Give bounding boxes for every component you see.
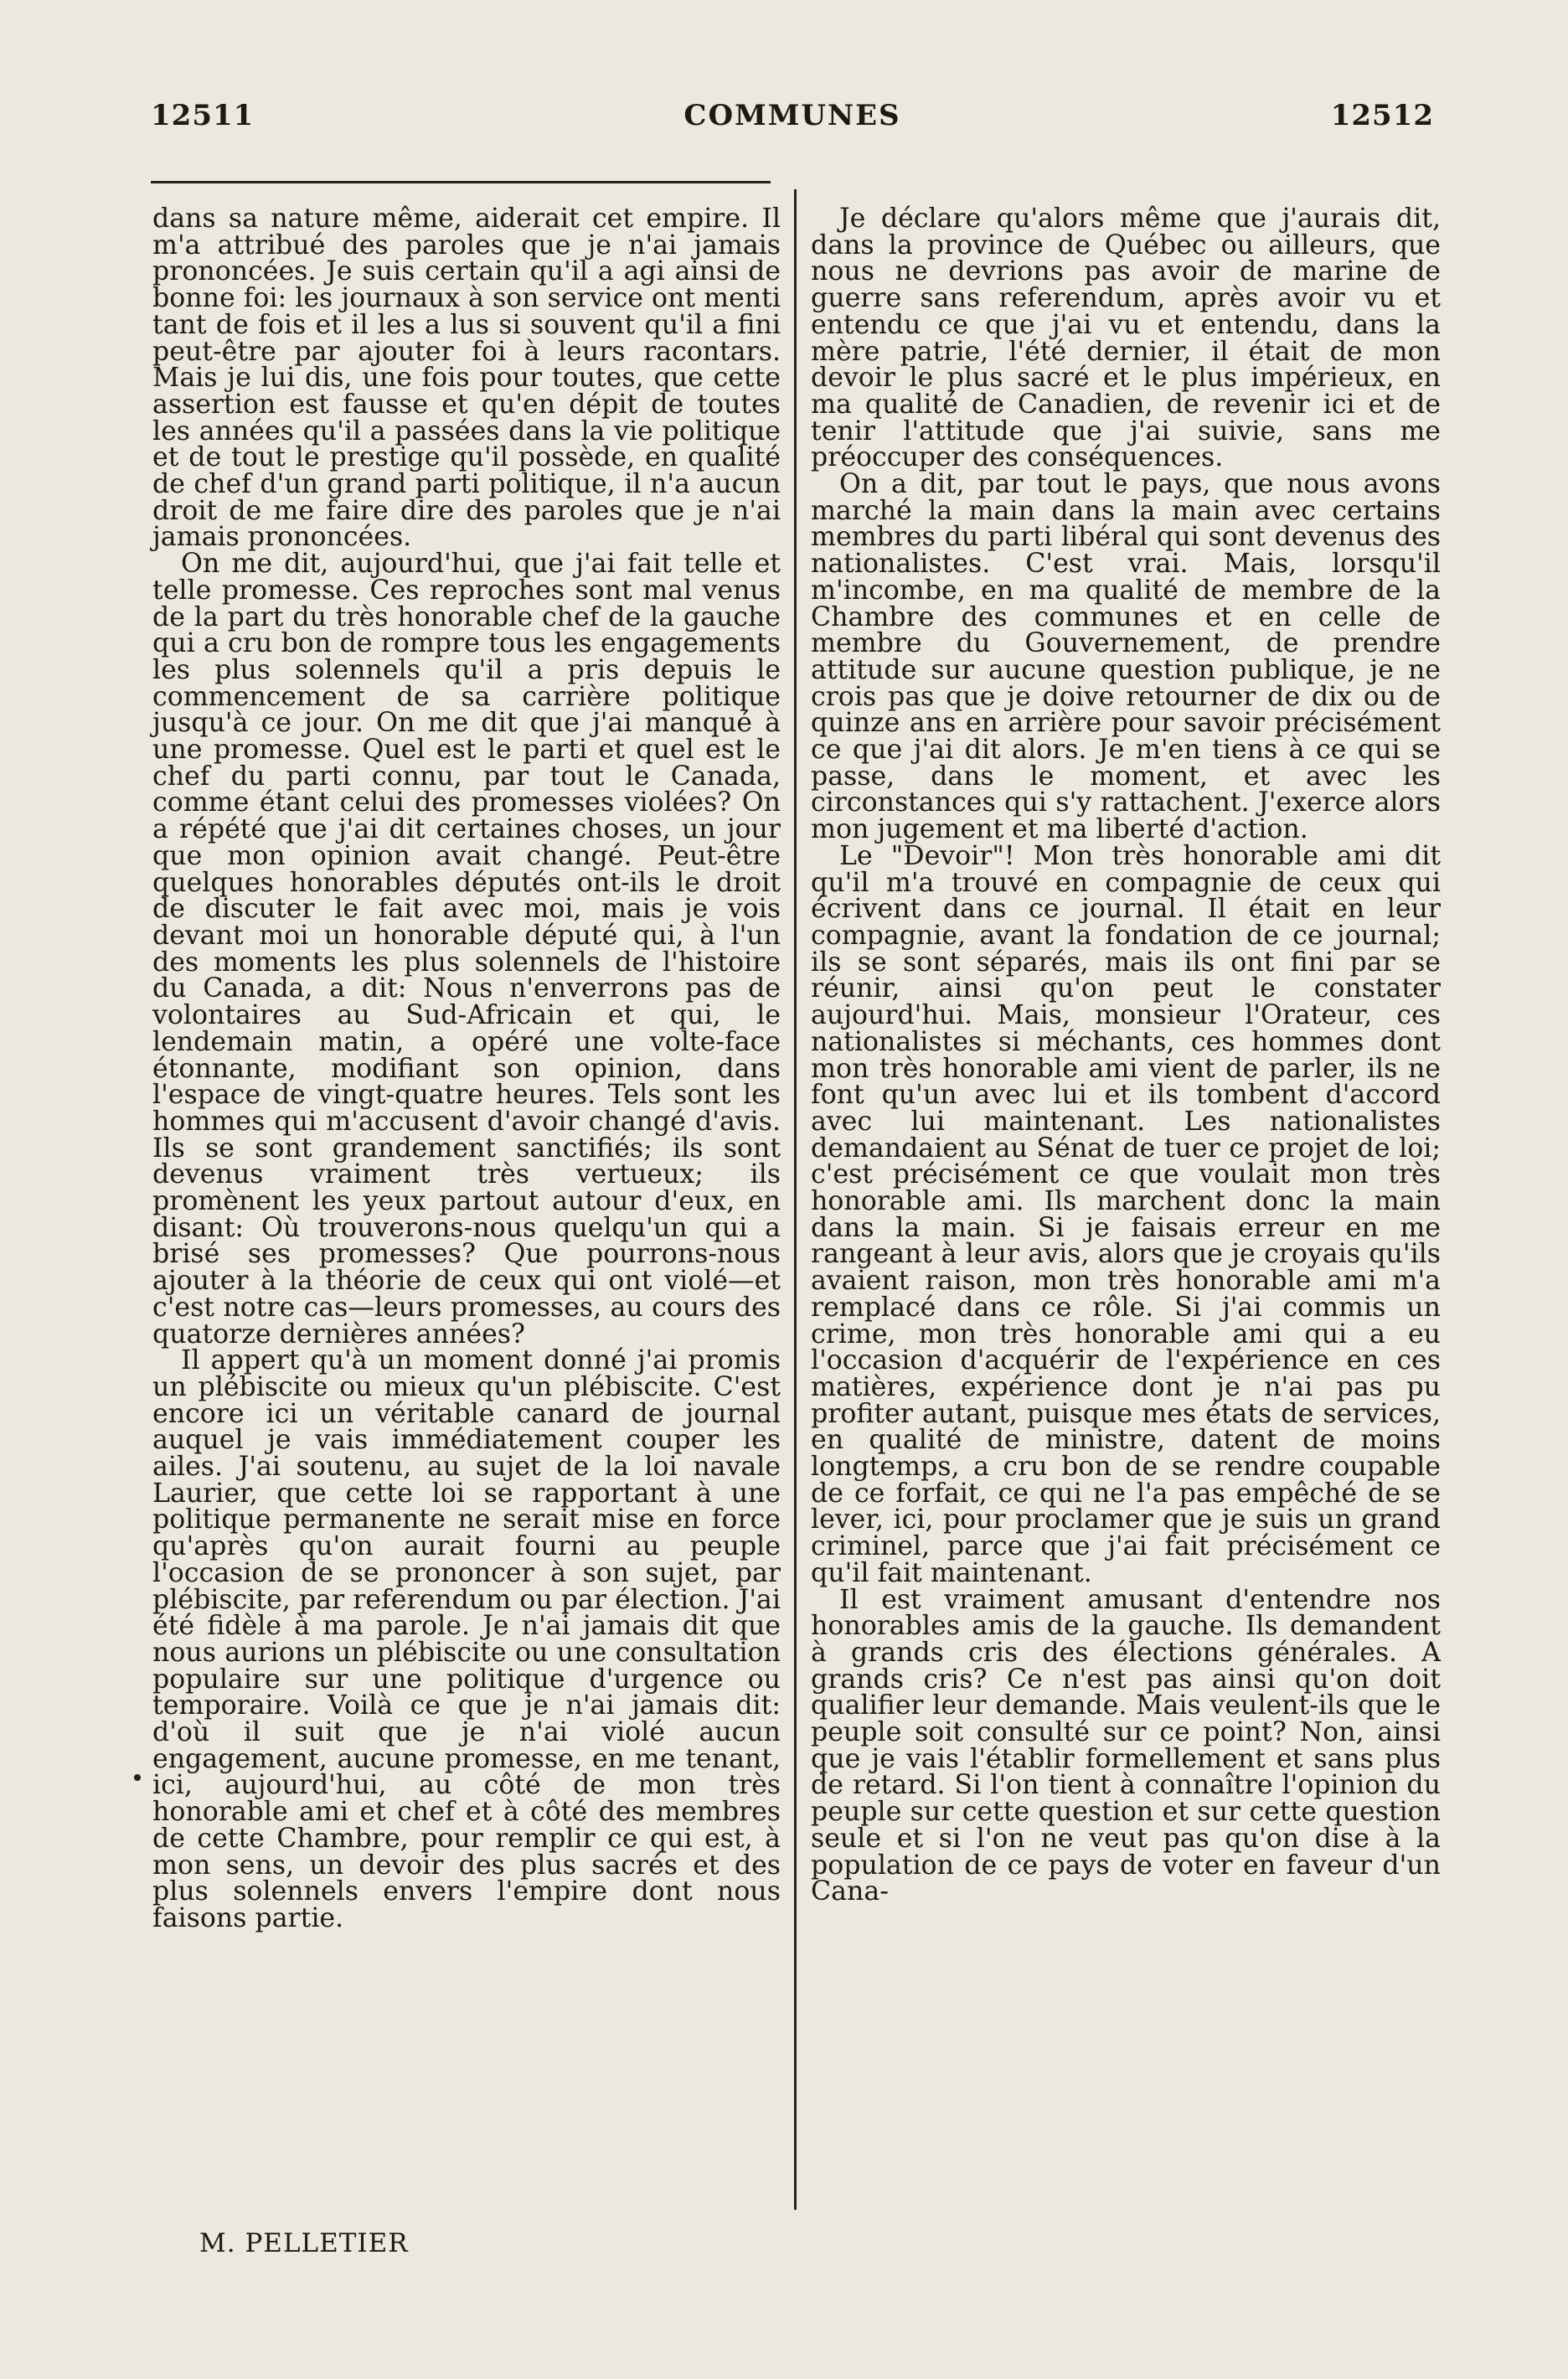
left-paragraph-1: dans sa nature même, aiderait cet empire. Il m'a attribué des paroles que je n'ai jamais prononcées. Je suis certain qu'il a agi ainsi de bonne foi: les journaux à son service ont menti tant de fois et il les a lus si souvent qu'il a fini peut-être par ajouter foi à leurs racontars. Mais je lui dis, une fois pour toutes, que cette assertion est fausse et qu'en dépit de toutes les années qu'il a passées dans la vie politique et de tout le prestige qu'il possède, en qualité de chef d'un grand parti politique, il n'a aucun droit de me faire dire des paroles que je n'ai jamais prononcées. bbox=[152, 204, 781, 553]
column-divider bbox=[794, 189, 797, 2210]
right-paragraph-3: Le "Devoir"! Mon très honorable ami dit qu'il m'a trouvé en compagnie de ceux qui écrivent dans ce journal. Il était en leur compagnie, avant la fondation de ce journal; ils se sont séparés, mais ils ont fini par se réunir, ainsi qu'on peut le constater aujourd'hui. Mais, monsieur l'Orateur, ces nationalistes si méchants, ces hommes dont mon très honorable ami vient de parler, ils ne font qu'un avec lui et ils tombent d'accord avec lui maintenant. Les nationalistes demandaient au Sénat de tuer ce projet de loi; c'est précisément ce que voulait mon très honorable ami. Ils marchent donc la main dans la main. Si je faisais erreur en me rangeant à leur avis, alors que je croyais qu'ils avaient raison, mon très honorable ami m'a remplacé dans ce rôle. Si j'ai commis un crime, mon très honorable ami qui a eu l'occasion d'acquérir de l'expérience en ces matières, expérience dont je n'ai pas pu profiter autant, puisque mes états de services, en qualité de ministre, datent de moins longtemps, a cru bon de se rendre coupable de ce forfait, ce qui ne l'a pas empêché de se lever, ici, pour proclamer que je suis un grand criminel, parce que j'ai fait précisément ce qu'il fait maintenant. bbox=[811, 840, 1441, 1588]
right-paragraph-1: Je déclare qu'alors même que j'aurais dit, dans la province de Québec ou ailleurs, que nous ne devrions pas avoir de marine de guerre sans referendum, après avoir vu et entendu ce que j'ai vu et entendu, dans la mère patrie, l'été dernier, il était de mon devoir le plus sacré et le plus impérieux, en ma qualité de Canadien, de revenir ici et de tenir l'attitude que j'ai suivie, sans me préoccuper des conséquences. bbox=[811, 204, 1441, 473]
left-paragraph-2: On me dit, aujourd'hui, que j'ai fait telle et telle promesse. Ces reproches sont mal venus de la part du très honorable chef de la gauche qui a cru bon de rompre tous les engagements les plus solennels qu'il a pris depuis le commencement de sa carrière politique jusqu'à ce jour. On me dit que j'ai manqué à une promesse. Quel est le parti et quel est le chef du parti connu, par tout le Canada, comme étant celui des promesses violées? On a répété que j'ai dit certaines choses, un jour que mon opinion avait changé. Peut-être quelques honorables députés ont-ils le droit de discuter le fait avec moi, mais je vois devant moi un honorable député qui, à l'un des moments les plus solennels de l'histoire du Canada, a dit: Nous n'enverrons pas de volontaires au Sud-Africain et qui, le lendemain matin, a opéré une volte-face étonnante, modifiant son opinion, dans l'espace de vingt-quatre heures. Tels sont les hommes qui m'accusent d'avoir changé d'avis. Ils se sont grandement sanctifiés; ils sont devenus vraiment très vertueux; ils promènent les yeux partout autour d'eux, en disant: Où trouverons-nous quelqu'un qui a brisé ses promesses? Que pourrons-nous ajouter à la théorie de ceux qui ont violé—et c'est notre cas—leurs promesses, au cours des quatorze dernières années? bbox=[152, 549, 781, 1349]
header-rule bbox=[151, 181, 771, 183]
page-number-right: 12512 bbox=[1330, 99, 1434, 132]
margin-dot bbox=[134, 1774, 141, 1781]
running-title: COMMUNES bbox=[683, 99, 901, 132]
right-paragraph-4: Il est vraiment amusant d'entendre nos honorables amis de la gauche. Ils demandent à grands cris des élections générales. A grands cris? Ce n'est pas ainsi qu'on doit qualifier leur demande. Mais veulent-ils que le peuple soit consulté sur ce point? Non, ainsi que je vais l'établir formellement et sans plus de retard. Si l'on tient à connaître l'opinion du peuple sur cette question et sur cette question seule et si l'on ne veut pas qu'on dise à la population de ce pays de voter en faveur d'un Cana- bbox=[811, 1584, 1441, 1907]
page-number-left: 12511 bbox=[151, 99, 255, 132]
left-column bbox=[152, 206, 781, 1933]
right-column bbox=[811, 206, 1441, 1906]
page-header bbox=[151, 99, 1434, 149]
right-paragraph-2: On a dit, par tout le pays, que nous avons marché la main dans la main avec certains membres du parti libéral qui sont devenus des nationalistes. C'est vrai. Mais, lorsqu'il m'incombe, en ma qualité de membre de la Chambre des communes et en celle de membre du Gouvernement, de prendre attitude sur aucune question publique, je ne crois pas que je doive retourner de dix ou de quinze ans en arrière pour savoir précisément ce que j'ai dit alors. Je m'en tiens à ce qui se passe, dans le moment, et avec les circonstances qui s'y rattachent. J'exerce alors mon jugement et ma liberté d'action. bbox=[811, 469, 1441, 845]
speaker-name: M. PELLETIER bbox=[199, 2228, 409, 2258]
left-paragraph-3: Il appert qu'à un moment donné j'ai promis un plébiscite ou mieux qu'un plébiscite. C'est encore ici un véritable canard de journal auquel je vais immédiatement couper les ailes. J'ai soutenu, au sujet de la loi navale Laurier, que cette loi se rapportant à une politique permanente ne serait mise en force qu'après qu'on aurait fourni au peuple l'occasion de se prononcer à son sujet, par plébiscite, par referendum ou par élection. J'ai été fidèle à ma parole. Je n'ai jamais dit que nous aurions un plébiscite ou une consultation populaire sur une politique d'urgence ou temporaire. Voilà ce que je n'ai jamais dit: d'où il suit que je n'ai violé aucun engagement, aucune promesse, en me tenant, ici, aujourd'hui, au côté de mon très honorable ami et chef et à côté des membres de cette Chambre, pour remplir ce qui est, à mon sens, un devoir des plus sacrés et des plus solennels envers l'empire dont nous faisons partie. bbox=[152, 1345, 781, 1933]
